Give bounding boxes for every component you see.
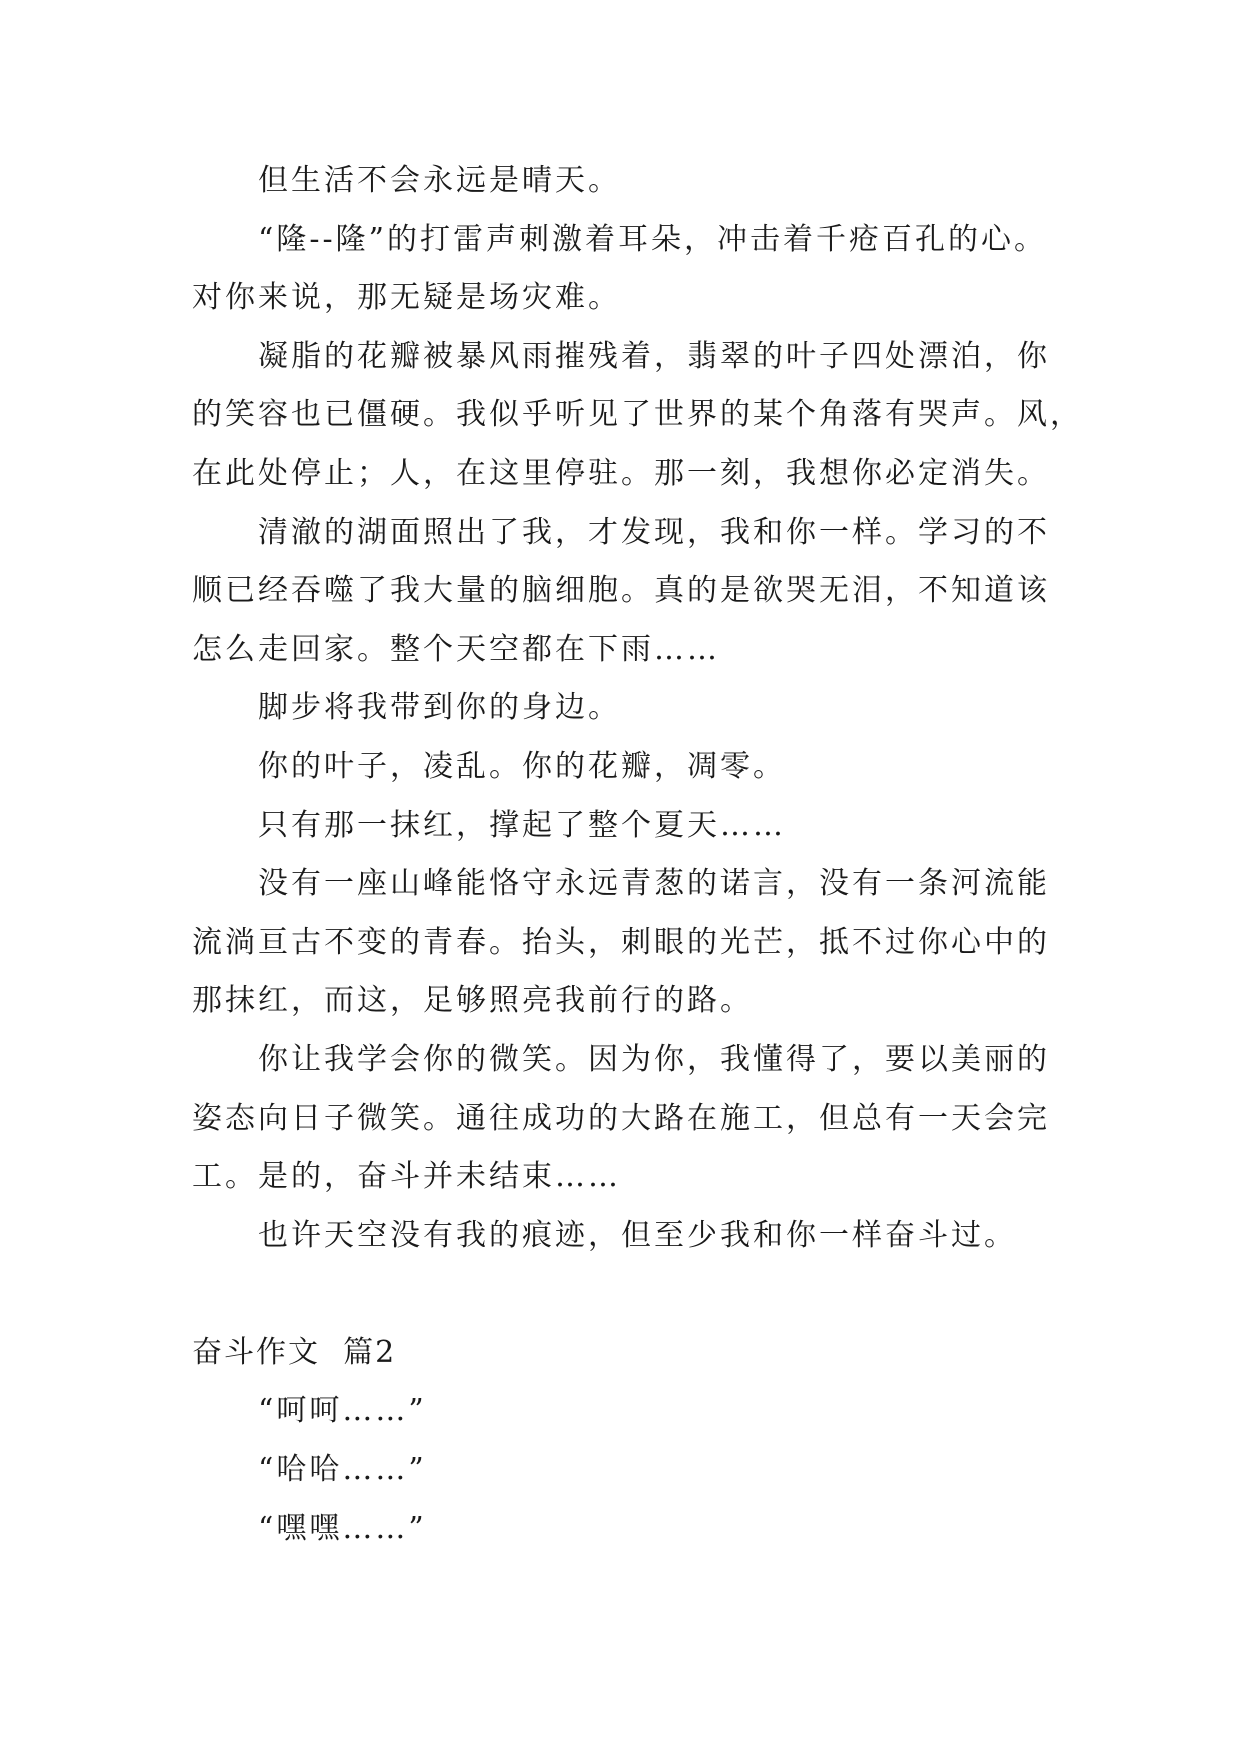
quote-line: “嘿嘿……” [258,1510,427,1546]
paragraph [192,152,1072,211]
paragraph [192,211,1072,328]
paragraph-line: 没有一座山峰能恪守永远青葱的诺言，没有一条河流能 [258,866,1050,902]
paragraph-line: 也许天空没有我的痕迹，但至少我和你一样奋斗过。 [258,1217,1017,1253]
paragraph-line: 在此处停止；人，在这里停驻。那一刻，我想你必定消失。 [192,455,1050,491]
paragraph-line: 顺已经吞噬了我大量的脑细胞。真的是欲哭无泪，不知道该 [192,573,1050,609]
paragraph-line: 你的叶子，凌乱。你的花瓣，凋零。 [258,748,786,784]
paragraph-line: 但生活不会永远是晴天。 [258,163,621,198]
paragraph-line: “隆--隆”的打雷声刺激着耳朵，冲击着千疮百孔的心。 [258,221,1047,257]
paragraph [192,328,1083,504]
paragraph [192,504,1072,680]
paragraph [192,1207,1072,1266]
paragraph-line: 脚步将我带到你的身边。 [258,690,621,726]
quote-list [192,1382,1072,1558]
paragraph [192,738,1072,797]
paragraph [192,855,1072,1031]
section-heading: 奋斗作文 篇2 [192,1334,397,1370]
paragraph-line: 姿态向日子微笑。通往成功的大路在施工，但总有一天会完 [192,1100,1050,1136]
paragraph-line: 凝脂的花瓣被暴风雨摧残着，翡翠的叶子四处漂泊，你 [258,338,1050,374]
paragraph-line: 工。是的，奋斗并未结束…… [192,1159,621,1195]
paragraph-line: 只有那一抹红，撑起了整个夏天…… [258,807,786,843]
paragraph-line: 那抹红，而这，足够照亮我前行的路。 [192,983,753,1019]
document-page [192,152,1083,1558]
paragraph-line: 清澈的湖面照出了我，才发现，我和你一样。学习的不 [258,514,1050,550]
paragraph-line: 对你来说，那无疑是场灾难。 [192,280,621,316]
paragraph-line: 你让我学会你的微笑。因为你，我懂得了，要以美丽的 [258,1041,1050,1077]
paragraph [192,797,1072,856]
quote-line: “哈哈……” [258,1452,427,1488]
paragraph [192,679,1072,738]
paragraph-line: 的笑容也已僵硬。我似乎听见了世界的某个角落有哭声。风， [192,397,1083,433]
paragraph [192,1031,1072,1207]
quote-line: “呵呵……” [258,1393,427,1429]
paragraph-line: 怎么走回家。整个天空都在下雨…… [192,631,720,667]
paragraph-line: 流淌亘古不变的青春。抬头，刺眼的光芒，抵不过你心中的 [192,924,1050,960]
